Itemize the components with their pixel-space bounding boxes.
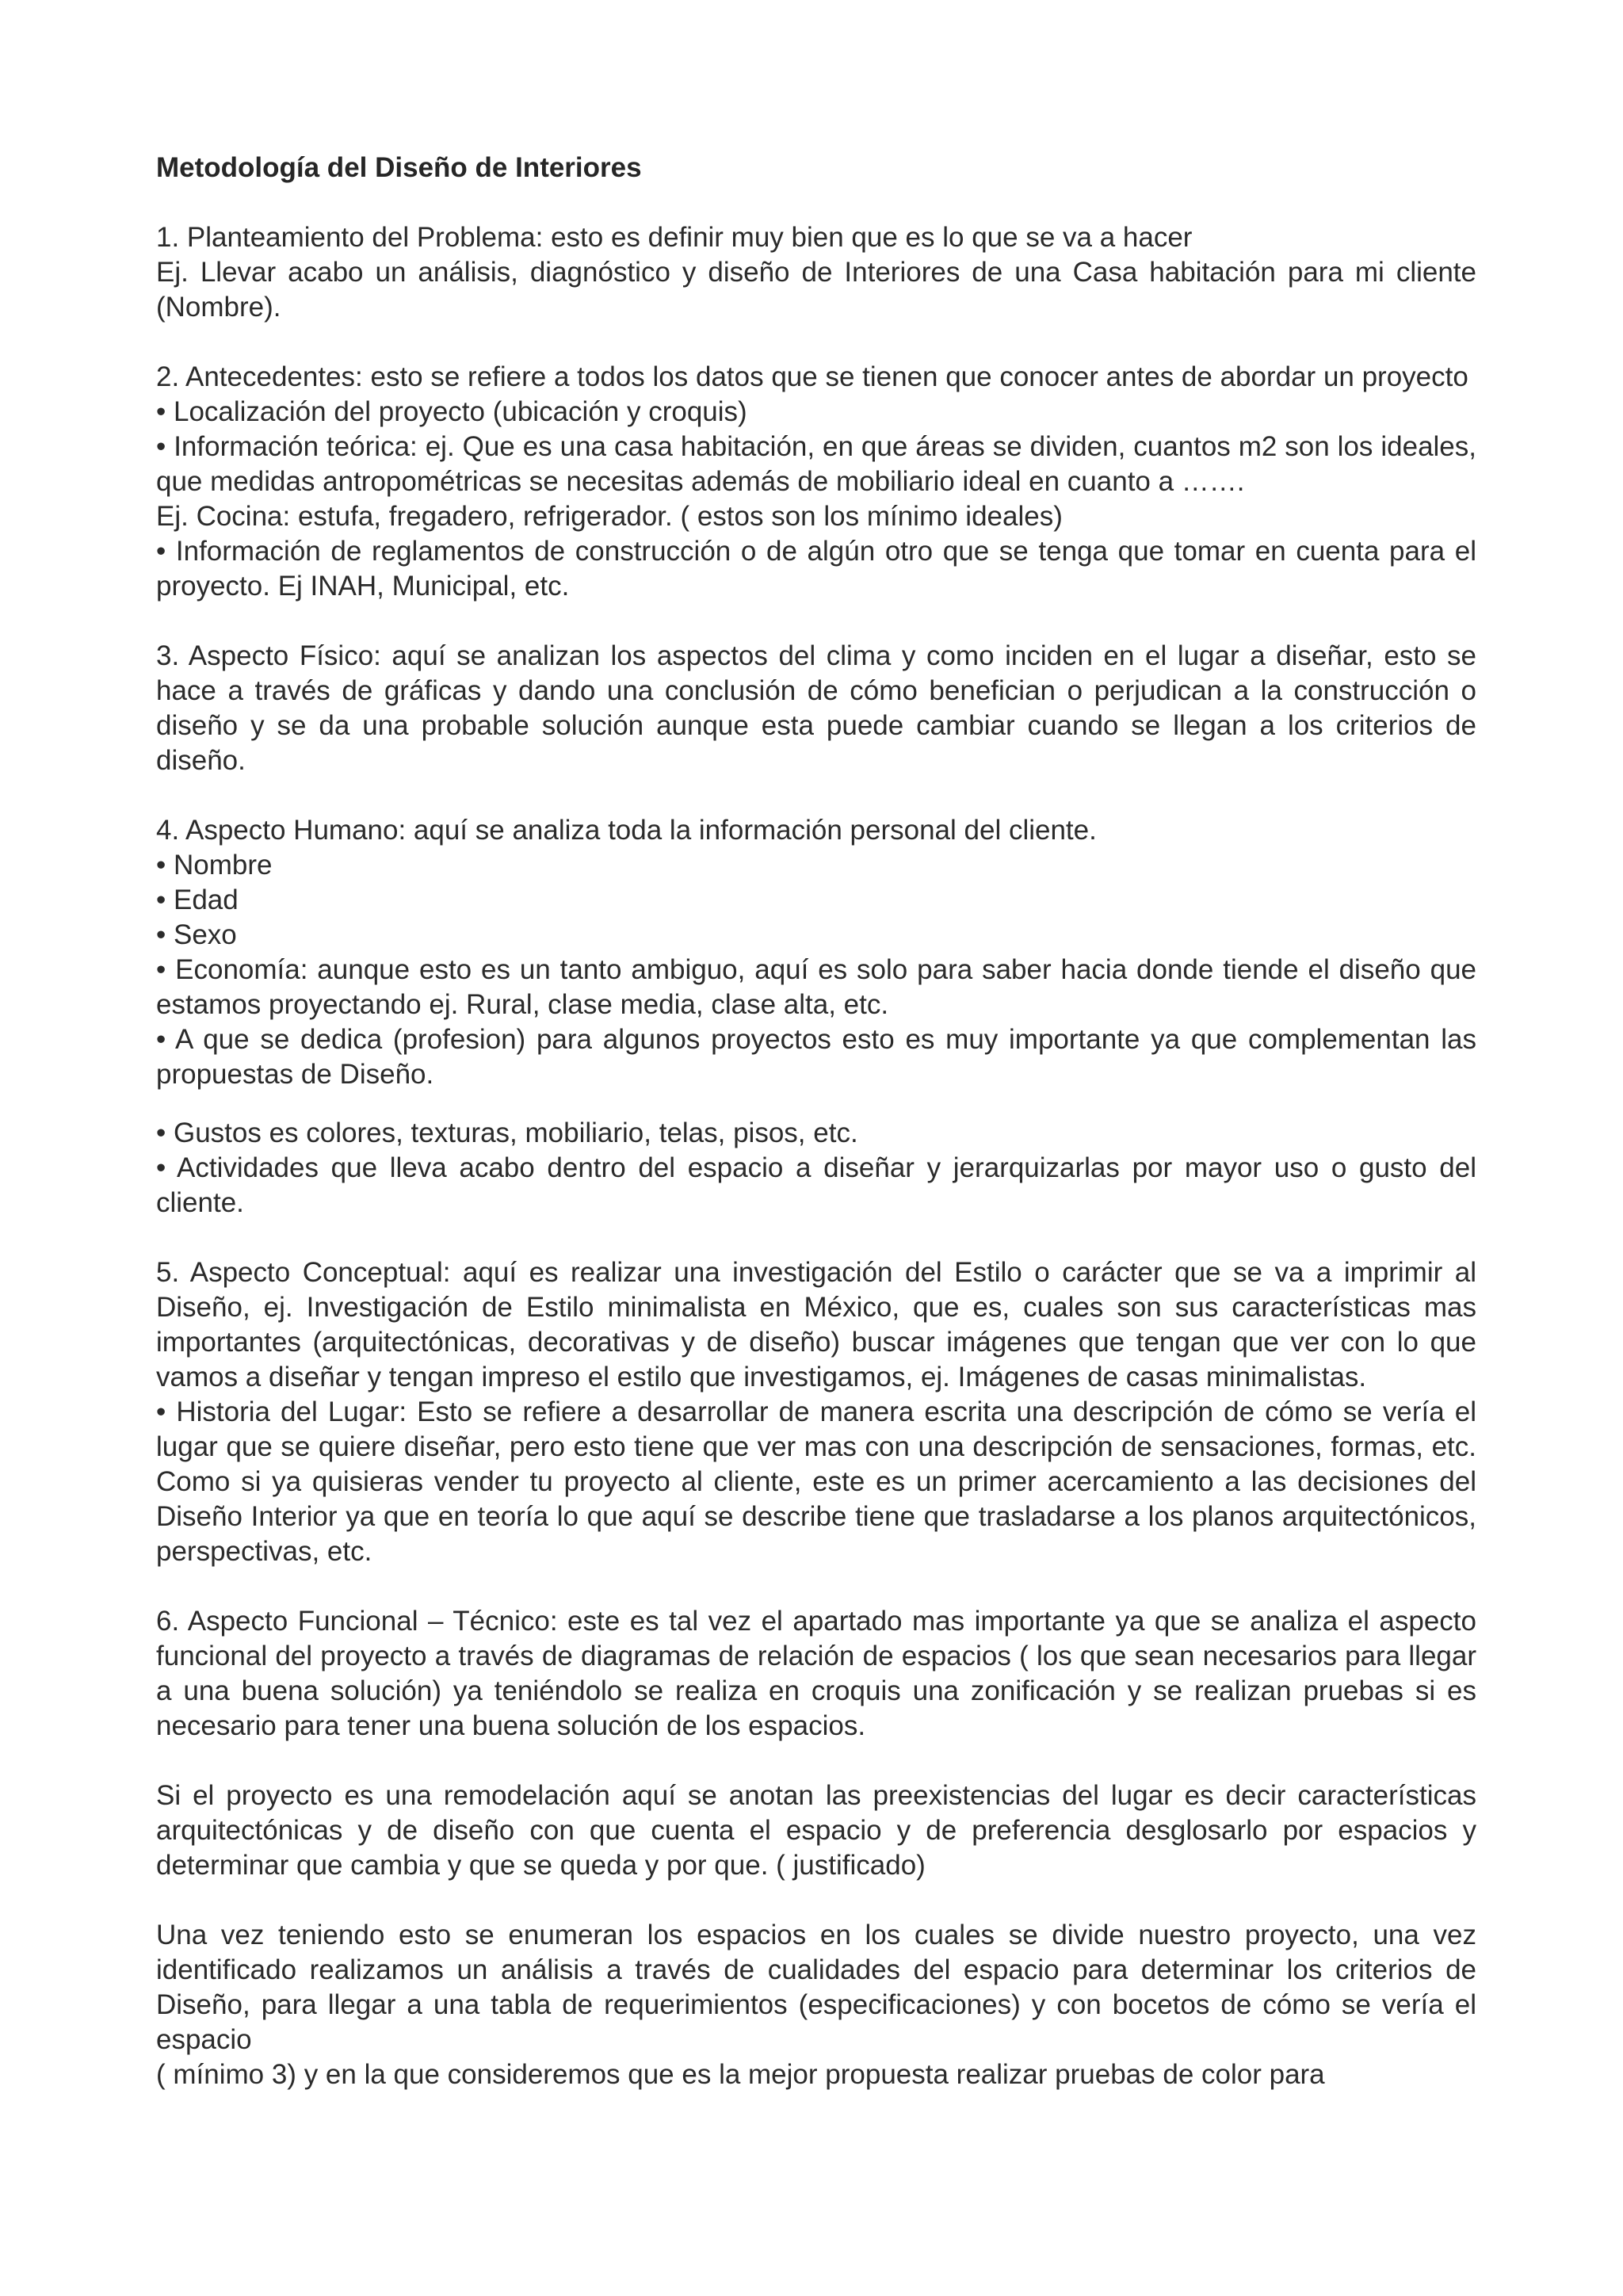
paragraph: 6. Aspecto Funcional – Técnico: este es tal vez el apartado mas importante ya que se analiza el aspecto funcional del proyecto a través de diagramas de relación de espacios ( los que sean necesarios para llegar a una buena solución) ya teniéndolo se realiza en croquis una zonificación y se realizan pruebas si es necesario para tener una buena solución de los espacios. — [156, 1606, 1476, 1741]
paragraph: 4. Aspecto Humano: aquí se analiza toda la información personal del cliente. — [156, 815, 1097, 846]
bullet-item: • Nombre — [156, 850, 273, 881]
section-planteamiento — [156, 220, 1476, 325]
section-aspecto-fisico — [156, 639, 1476, 778]
paragraph: Si el proyecto es una remodelación aquí se anotan las preexistencias del lugar es decir características arquitectónicas y de diseño con que cuenta el espacio y de preferencia desglosarlo por espacios y determinar que cambia y que se queda y por que. ( justificado) — [156, 1780, 1476, 1881]
bullet-item: • Economía: aunque esto es un tanto ambiguo, aquí es solo para saber hacia donde tiende el diseño que estamos proyectando ej. Rural, clase media, clase alta, etc. — [156, 954, 1476, 1020]
paragraph: Ej. Cocina: estufa, fregadero, refrigerador. ( estos son los mínimo ideales) — [156, 501, 1063, 532]
paragraph: 2. Antecedentes: esto se refiere a todos los datos que se tienen que conocer antes de abordar un proyecto — [156, 361, 1468, 392]
section-aspecto-conceptual — [156, 1255, 1476, 1569]
bullet-item: • Edad — [156, 884, 239, 915]
section-aspecto-humano — [156, 813, 1476, 1221]
paragraph: Ej. Llevar acabo un análisis, diagnóstico y diseño de Interiores de una Casa habitación para mi cliente (Nombre). — [156, 257, 1476, 323]
bullet-item: • Información de reglamentos de construcción o de algún otro que se tenga que tomar en cuenta para el proyecto. Ej INAH, Municipal, etc. — [156, 536, 1476, 602]
document-page — [156, 151, 1476, 2092]
section-aspecto-funcional — [156, 1604, 1476, 1744]
bullet-item: • Historia del Lugar: Esto se refiere a desarrollar de manera escrita una descripción de cómo se vería el lugar que se quiere diseñar, pero esto tiene que ver mas con una descripción de sensaciones, formas, etc. Como si ya quisieras vender tu proyecto al cliente, este es un primer acercamiento a las decisiones del Diseño Interior ya que en teoría lo que aquí se describe tiene que trasladarse a los planos arquitectónicos, perspectivas, etc. — [156, 1396, 1476, 1567]
paragraph: Una vez teniendo esto se enumeran los espacios en los cuales se divide nuestro proyecto, una vez identificado realizamos un análisis a través de cualidades del espacio para determinar los criterios de Diseño, para llegar a una tabla de requerimientos (especificaciones) y con bocetos de cómo se vería el espacio — [156, 1920, 1476, 2055]
paragraph: 1. Planteamiento del Problema: esto es definir muy bien que es lo que se va a hacer — [156, 222, 1193, 253]
paragraph: ( mínimo 3) y en la que consideremos que es la mejor propuesta realizar pruebas de color para — [156, 2059, 1325, 2090]
bullet-item: • Localización del proyecto (ubicación y croquis) — [156, 396, 747, 427]
section-remodelacion — [156, 1778, 1476, 1883]
bullet-item: • Actividades que lleva acabo dentro del espacio a diseñar y jerarquizarlas por mayor uso o gusto del cliente. — [156, 1152, 1476, 1218]
paragraph: 3. Aspecto Físico: aquí se analizan los aspectos del clima y como inciden en el lugar a diseñar, esto se hace a través de gráficas y dando una conclusión de cómo benefician o perjudican a la construcción o diseño y se da una probable solución aunque esta puede cambiar cuando se llegan a los criterios de diseño. — [156, 640, 1476, 776]
paragraph: 5. Aspecto Conceptual: aquí es realizar una investigación del Estilo o carácter que se va a imprimir al Diseño, ej. Investigación de Estilo minimalista en México, que es, cuales son sus características mas importantes (arquitectónicas, decorativas y de diseño) buscar imágenes que tengan que ver con lo que vamos a diseñar y tengan impreso el estilo que investigamos, ej. Imágenes de casas minimalistas. — [156, 1257, 1476, 1392]
bullet-item: • A que se dedica (profesion) para algunos proyectos esto es muy importante ya que complementan las propuestas de Diseño. — [156, 1024, 1476, 1090]
section-espacios — [156, 1918, 1476, 2092]
bullet-item: • Sexo — [156, 919, 237, 950]
section-antecedentes — [156, 360, 1476, 604]
bullet-item: • Gustos es colores, texturas, mobiliario, telas, pisos, etc. — [156, 1117, 858, 1148]
document-title: Metodología del Diseño de Interiores — [156, 152, 642, 183]
bullet-item: • Información teórica: ej. Que es una casa habitación, en que áreas se dividen, cuantos m2 son los ideales, que medidas antropométricas se necesitas además de mobiliario ideal en cuanto a ……. — [156, 431, 1476, 497]
